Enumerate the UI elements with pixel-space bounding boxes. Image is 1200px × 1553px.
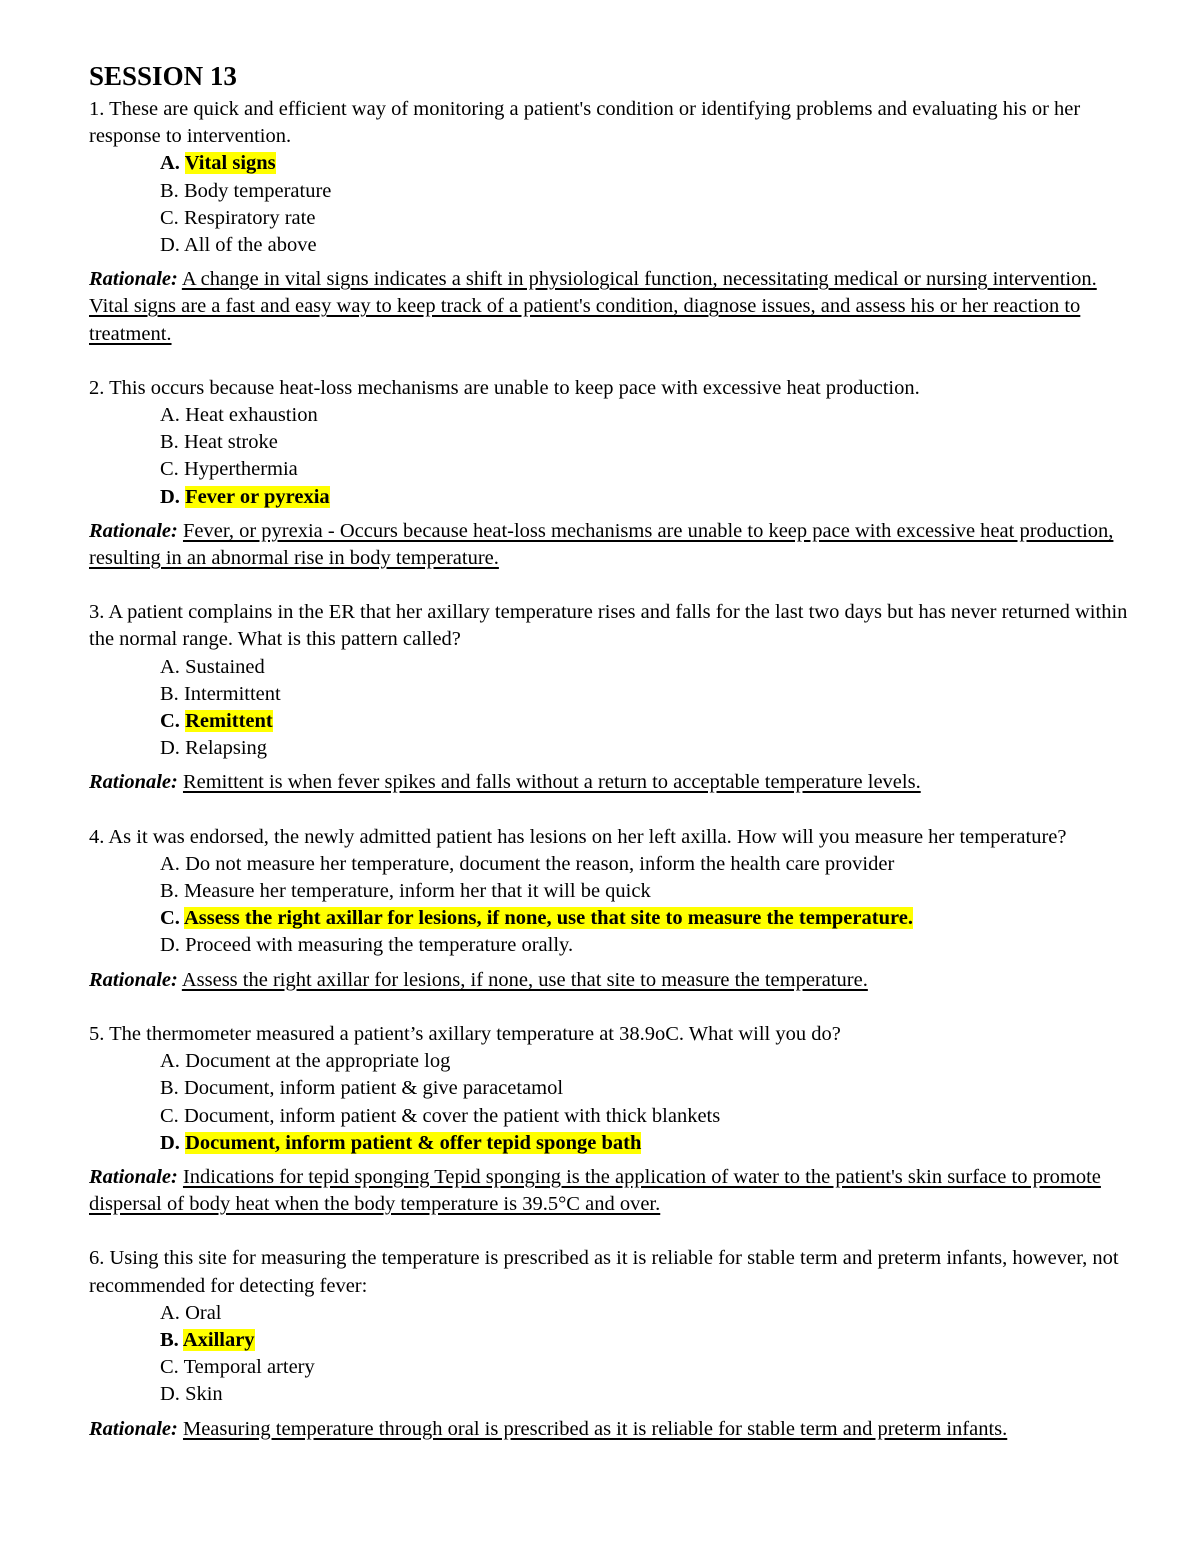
rationale bbox=[89, 1416, 1140, 1443]
rationale-label: Rationale: bbox=[89, 968, 178, 991]
answer-choice bbox=[160, 1103, 1140, 1130]
choice-letter: D. bbox=[160, 234, 180, 257]
question-block bbox=[89, 1021, 1140, 1218]
question-stem: 5. The thermometer measured a patient’s axillary temperature at 38.9oC. What will you do? bbox=[89, 1022, 841, 1045]
rationale-text: Indications for tepid sponging Tepid sponging is the application of water to the patient's skin surface to promote dispersal of body heat when the body temperature is 39.5°C and over. bbox=[89, 1165, 1101, 1216]
rationale bbox=[89, 1164, 1140, 1218]
choice-text: Heat stroke bbox=[183, 431, 278, 454]
answer-choices bbox=[89, 402, 1140, 511]
rationale bbox=[89, 266, 1140, 348]
choice-text: Proceed with measuring the temperature orally. bbox=[185, 934, 574, 957]
highlighted-answer-text: Vital signs bbox=[184, 152, 276, 175]
answer-choice bbox=[160, 456, 1140, 483]
question-stem: 1. These are quick and efficient way of monitoring a patient's condition or identifying problems and evaluating his or her response to intervention. bbox=[89, 98, 1081, 148]
rationale-label: Rationale: bbox=[89, 1417, 178, 1440]
question-block bbox=[89, 375, 1140, 572]
choice-text: Skin bbox=[185, 1383, 223, 1406]
choice-text: All of the above bbox=[183, 234, 317, 257]
answer-choices bbox=[89, 654, 1140, 763]
answer-choice bbox=[160, 654, 1140, 681]
page-title: SESSION 13 bbox=[89, 61, 237, 91]
correct-answer-choice bbox=[160, 708, 1140, 735]
answer-choices bbox=[89, 851, 1140, 960]
choice-text: Temporal artery bbox=[183, 1356, 315, 1379]
choice-letter: A. bbox=[160, 152, 180, 175]
choice-letter: D. bbox=[160, 1383, 180, 1406]
highlighted-answer-text: Assess the right axillar for lesions, if none, use that site to measure the temperature. bbox=[183, 907, 913, 930]
answer-choice bbox=[160, 178, 1140, 205]
rationale bbox=[89, 769, 1140, 796]
rationale-text: Assess the right axillar for lesions, if none, use that site to measure the temperature. bbox=[181, 968, 868, 991]
choice-letter: B. bbox=[160, 880, 179, 903]
choice-letter: C. bbox=[160, 907, 180, 930]
choice-text: Measure her temperature, inform her that it will be quick bbox=[183, 880, 651, 903]
answer-choice bbox=[160, 429, 1140, 456]
choice-text: Respiratory rate bbox=[183, 206, 316, 229]
answer-choice bbox=[160, 402, 1140, 429]
question-block bbox=[89, 599, 1140, 796]
choice-letter: B. bbox=[160, 1077, 179, 1100]
rationale-text: Measuring temperature through oral is prescribed as it is reliable for stable term and preterm infants. bbox=[182, 1417, 1008, 1440]
choice-letter: D. bbox=[160, 737, 180, 760]
question-list bbox=[89, 96, 1140, 1443]
choice-letter: B. bbox=[160, 179, 179, 202]
rationale-label: Rationale: bbox=[89, 1165, 178, 1188]
rationale bbox=[89, 967, 1140, 994]
choice-text: Document, inform patient & give paracetamol bbox=[183, 1077, 564, 1100]
answer-choice bbox=[160, 1300, 1140, 1327]
correct-answer-choice bbox=[160, 484, 1140, 511]
question-block bbox=[89, 96, 1140, 348]
highlighted-answer-text: Document, inform patient & offer tepid sponge bath bbox=[185, 1131, 642, 1154]
choice-text: Heat exhaustion bbox=[185, 404, 318, 427]
rationale-label: Rationale: bbox=[89, 771, 178, 794]
answer-choice bbox=[160, 932, 1140, 959]
answer-choices bbox=[89, 150, 1140, 259]
correct-answer-choice bbox=[160, 150, 1140, 177]
question-spacer bbox=[89, 797, 1140, 824]
question-spacer bbox=[89, 572, 1140, 599]
question-block bbox=[89, 1245, 1140, 1442]
choice-letter: A. bbox=[160, 1301, 180, 1324]
choice-text: Relapsing bbox=[185, 737, 268, 760]
question-spacer bbox=[89, 348, 1140, 375]
choice-letter: C. bbox=[160, 1104, 179, 1127]
answer-choice bbox=[160, 851, 1140, 878]
choice-letter: C. bbox=[160, 206, 179, 229]
choice-letter: B. bbox=[160, 682, 179, 705]
choice-text: Intermittent bbox=[183, 682, 281, 705]
rationale-text: A change in vital signs indicates a shift in physiological function, necessitating medical or nursing intervention. Vital signs are a fast and easy way to keep track of a patient's condition, diagnose issues, and assess his or her reaction to treatment. bbox=[89, 268, 1097, 345]
choice-text: Hyperthermia bbox=[183, 458, 298, 481]
correct-answer-choice bbox=[160, 905, 1140, 932]
choice-letter: A. bbox=[160, 404, 180, 427]
choice-letter: A. bbox=[160, 852, 180, 875]
answer-choices bbox=[89, 1300, 1140, 1409]
choice-letter: A. bbox=[160, 1050, 180, 1073]
choice-letter: B. bbox=[160, 1328, 179, 1351]
answer-choice bbox=[160, 878, 1140, 905]
choice-text: Oral bbox=[185, 1301, 222, 1324]
highlighted-answer-text: Axillary bbox=[182, 1328, 255, 1351]
choice-letter: C. bbox=[160, 1356, 179, 1379]
rationale-label: Rationale: bbox=[89, 519, 178, 542]
answer-choice bbox=[160, 205, 1140, 232]
choice-letter: D. bbox=[160, 485, 180, 508]
rationale-text: Remittent is when fever spikes and falls without a return to acceptable temperature levels. bbox=[182, 771, 921, 794]
answer-choices bbox=[89, 1048, 1140, 1157]
rationale bbox=[89, 518, 1140, 572]
question-stem: 4. As it was endorsed, the newly admitted patient has lesions on her left axilla. How will you measure her temperature? bbox=[89, 825, 1067, 848]
correct-answer-choice bbox=[160, 1130, 1140, 1157]
correct-answer-choice bbox=[160, 1327, 1140, 1354]
answer-choice bbox=[160, 1354, 1140, 1381]
choice-letter: D. bbox=[160, 1131, 180, 1154]
choice-text: Document at the appropriate log bbox=[185, 1050, 451, 1073]
answer-choice bbox=[160, 1075, 1140, 1102]
question-spacer bbox=[89, 1218, 1140, 1245]
answer-choice bbox=[160, 232, 1140, 259]
choice-text: Body temperature bbox=[183, 179, 332, 202]
highlighted-answer-text: Fever or pyrexia bbox=[185, 485, 330, 508]
choice-letter: A. bbox=[160, 655, 180, 678]
question-spacer bbox=[89, 994, 1140, 1021]
question-block bbox=[89, 824, 1140, 994]
choice-text: Do not measure her temperature, document the reason, inform the health care provider bbox=[185, 852, 895, 875]
question-stem: 3. A patient complains in the ER that her axillary temperature rises and falls for the last two days but has never returned within the normal range. What is this pattern called? bbox=[89, 601, 1128, 651]
answer-choice bbox=[160, 1048, 1140, 1075]
highlighted-answer-text: Remittent bbox=[185, 710, 273, 733]
choice-letter: C. bbox=[160, 710, 180, 733]
choice-text: Sustained bbox=[185, 655, 265, 678]
rationale-text: Fever, or pyrexia - Occurs because heat-loss mechanisms are unable to keep pace with excessive heat production, resulting in an abnormal rise in body temperature. bbox=[89, 519, 1114, 570]
rationale-label: Rationale: bbox=[89, 268, 178, 291]
choice-letter: B. bbox=[160, 431, 179, 454]
choice-text: Document, inform patient & cover the patient with thick blankets bbox=[183, 1104, 721, 1127]
answer-choice bbox=[160, 1381, 1140, 1408]
question-stem: 2. This occurs because heat-loss mechanisms are unable to keep pace with excessive heat production. bbox=[89, 376, 920, 399]
choice-letter: D. bbox=[160, 934, 180, 957]
question-stem: 6. Using this site for measuring the temperature is prescribed as it is reliable for stable term and preterm infants, however, not recommended for detecting fever: bbox=[89, 1247, 1119, 1297]
answer-choice bbox=[160, 735, 1140, 762]
choice-letter: C. bbox=[160, 458, 179, 481]
answer-choice bbox=[160, 681, 1140, 708]
